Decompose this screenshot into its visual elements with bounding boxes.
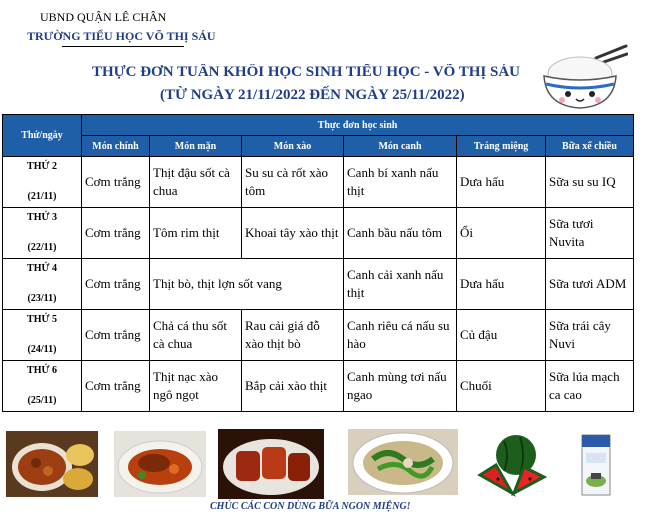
menu-table [2,114,634,412]
watermelon-photo [476,431,548,497]
agency-name: UBND QUẬN LÊ CHÂN [40,10,167,24]
snack-cell: Sữa tươi Nuvita [546,208,634,259]
food-photo-strip [0,427,645,499]
snack-cell: Sữa su su IQ [546,157,634,208]
soup-cell: Canh riêu cá nấu su hào [344,310,457,361]
milk-carton-photo [578,429,614,497]
day-cell: THỨ 3 (22/11) [3,208,82,259]
stirfry-dish-cell: Su su cà rốt xào tôm [242,157,344,208]
table-row [3,361,634,412]
main-dish-cell: Cơm trắng [82,208,150,259]
main-dish-cell: Cơm trắng [82,361,150,412]
day-column-header: Thứ/ngày [3,115,82,157]
stirfry-dish-cell: Bắp cải xào thịt [242,361,344,412]
col-header-stirfry: Món xào [242,136,344,157]
school-name: TRƯỜNG TIỂU HỌC VÕ THỊ SÁU [27,29,216,43]
date-range: (TỪ NGÀY 21/11/2022 ĐẾN NGÀY 25/11/2022) [160,87,465,103]
main-dish-cell: Cơm trắng [82,157,150,208]
dessert-cell: Củ đậu [457,310,546,361]
bread-stew-photo [6,431,98,497]
table-row [3,259,634,310]
col-header-dessert: Tráng miệng [457,136,546,157]
table-row [3,310,634,361]
salty-dish-cell: Thịt đậu sốt cà chua [150,157,242,208]
table-row [3,208,634,259]
col-header-main: Món chính [82,136,150,157]
col-header-snack: Bữa xế chiều [546,136,634,157]
main-dish-cell: Cơm trắng [82,259,150,310]
salty-dish-cell: Chả cá thu sốt cà chua [150,310,242,361]
col-header-soup: Món canh [344,136,457,157]
glazed-pork-photo [218,429,324,499]
col-header-salty: Món mặn [150,136,242,157]
soup-cell: Canh bầu nấu tôm [344,208,457,259]
rice-bowl-mascot [536,44,628,112]
salty-dish-cell: Thịt bò, thịt lợn sốt vang [150,259,344,310]
soup-cell: Canh bí xanh nấu thịt [344,157,457,208]
soup-cell: Canh mùng tơi nấu ngao [344,361,457,412]
day-cell: THỨ 5 (24/11) [3,310,82,361]
snack-cell: Sữa tươi ADM [546,259,634,310]
day-cell: THỨ 6 (25/11) [3,361,82,412]
braised-fish-photo [114,431,206,497]
main-dish-cell: Cơm trắng [82,310,150,361]
snack-cell: Sữa lúa mạch ca cao [546,361,634,412]
dessert-cell: Dưa hấu [457,157,546,208]
closing-message: CHÚC CÁC CON DÙNG BỮA NGON MIỆNG! [210,501,411,512]
menu-title: THỰC ĐƠN TUẦN KHỐI HỌC SINH TIỂU HỌC - VÕ THỊ SÁU [92,64,520,80]
day-cell: THỨ 2 (21/11) [3,157,82,208]
stirfry-dish-cell: Rau cải giá đỗ xào thịt bò [242,310,344,361]
table-row [3,157,634,208]
salty-dish-cell: Tôm rim thịt [150,208,242,259]
day-cell: THỨ 4 (23/11) [3,259,82,310]
school-underline [62,46,184,47]
dessert-cell: Ổi [457,208,546,259]
dessert-cell: Dưa hấu [457,259,546,310]
dessert-cell: Chuối [457,361,546,412]
salty-dish-cell: Thịt nạc xào ngô ngọt [150,361,242,412]
student-menu-header: Thực đơn học sinh [82,115,634,136]
soup-cell: Canh cải xanh nấu thịt [344,259,457,310]
vegetable-soup-photo [348,429,458,495]
snack-cell: Sữa trái cây Nuvi [546,310,634,361]
stirfry-dish-cell: Khoai tây xào thịt [242,208,344,259]
